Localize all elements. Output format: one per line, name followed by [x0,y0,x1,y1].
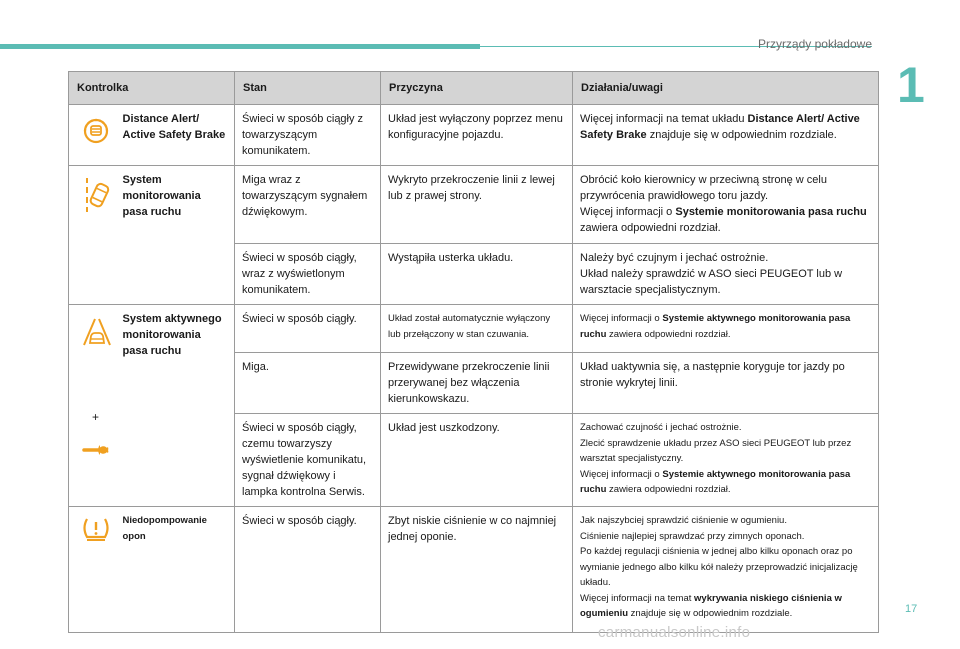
column-header: Kontrolka [69,72,235,105]
przyczyna-cell: Wystąpiła usterka układu. [381,244,573,305]
text: Jak najszybciej sprawdzić ciśnienie w ogumieniu. [580,515,787,526]
text: Zlecić sprawdzenie układu przez ASO sieci PEUGEOT lub przez warsztat specjalistyczny. [580,437,852,464]
text: znajduje się w odpowiednim rozdziale. [628,608,793,619]
table-row [69,166,879,244]
stan-cell: Świeci w sposób ciągły z towarzyszącym komunikatem. [235,105,381,166]
header-accent-bar [0,44,480,49]
warning-light-name: System aktywnego monitorowania pasa ruchu [123,305,235,507]
icon-cell [69,166,123,305]
icon-cell [69,305,123,507]
table-row [69,507,879,633]
bold-text: Distance Alert/ Active Safety Brake [580,113,860,141]
dzialania-cell [573,105,879,166]
dzialania-cell [573,244,879,305]
text: Układ należy sprawdzić w ASO sieci PEUGEOT lub w warsztacie specjalistycznym. [580,268,843,296]
column-header: Stan [235,72,381,105]
text: Więcej informacji o [580,206,676,218]
przyczyna-cell: Układ jest uszkodzony. [381,414,573,507]
text: Należy być czujnym i jechać ostrożnie. [580,252,769,264]
przyczyna-cell: Zbyt niskie ciśnienie w co najmniej jednej oponie. [381,507,573,633]
text: Więcej informacji na temat układu [580,113,748,125]
table-row [69,105,879,166]
lane-departure-icon [84,176,110,214]
stan-cell: Świeci w sposób ciągły, czemu towarzyszy wyświetlenie komunikatu, sygnał dźwiękowy i lampka kontrolna Serwis. [235,414,381,507]
dzialania-cell [573,414,879,507]
lane-keeping-icon [81,317,113,347]
icon-cell [69,507,123,633]
text: Po każdej regulacji ciśnienia w jednej albo kilku oponach oraz po wymianie jednego albo kilku kół należy przeprowadzić inicjalizację układu. [580,546,858,588]
przyczyna-cell: Przewidywane przekroczenie linii przerywanej bez włączenia kierunkowskazu. [381,353,573,414]
distance-alert-icon [82,117,110,145]
stan-cell: Świeci w sposób ciągły. [235,305,381,353]
przyczyna-cell: Układ został automatycznie wyłączony lub przełączony w stan czuwania. [381,305,573,353]
przyczyna-cell: Układ jest wyłączony poprzez menu konfiguracyjne pojazdu. [381,105,573,166]
column-header: Działania/uwagi [573,72,879,105]
table-row [69,305,879,353]
stan-cell: Miga. [235,353,381,414]
text: Więcej informacji o [580,468,663,480]
dzialania-cell [573,507,879,633]
dzialania-cell [573,305,879,353]
bold-text: Systemie aktywnego monitorowania pasa ruchu [580,313,851,340]
table-header-row [69,72,879,105]
chapter-number: 1 [897,57,925,113]
stan-cell: Miga wraz z towarzyszącym sygnałem dźwiękowym. [235,166,381,244]
text: Więcej informacji na temat [580,592,695,604]
text: zawiera odpowiedni rozdział. [580,222,721,234]
bold-text: Systemie aktywnego monitorowania pasa ruchu [580,468,851,495]
warning-light-name: Distance Alert/ Active Safety Brake [123,105,235,166]
tyre-pressure-icon [81,516,111,542]
przyczyna-cell: Wykryto przekroczenie linii z lewej lub z prawej strony. [381,166,573,244]
text: zawiera odpowiedni rozdział. [606,484,731,495]
text: Obrócić koło kierownicy w przeciwną stronę w celu przywrócenia prawidłowego toru jazdy. [580,174,827,202]
stan-cell: Świeci w sposób ciągły, wraz z wyświetlonym komunikatem. [235,244,381,305]
text: Zachować czujność i jechać ostrożnie. [580,422,742,433]
warning-light-name: System monitorowania pasa ruchu [123,166,235,305]
bold-text: wykrywania niskiego ciśnienia w ogumieniu [580,592,842,619]
wrench-icon [82,443,110,457]
text: zawiera odpowiedni rozdział. [606,328,731,340]
dzialania-cell: Układ uaktywnia się, a następnie koryguje tor jazdy po stronie wykrytej linii. [573,353,879,414]
chapter-title: Przyrządy pokładowe [757,37,872,51]
plus-sign: + [92,410,100,424]
bold-text: Systemie monitorowania pasa ruchu [675,206,867,218]
icon-cell [69,105,123,166]
stan-cell: Świeci w sposób ciągły. [235,507,381,633]
text: znajduje się w odpowiednim rozdziale. [646,129,837,141]
text: Ciśnienie najlepiej sprawdzać przy zimnych oponach. [580,530,805,542]
page-number: 17 [905,603,918,615]
warning-light-name: Niedopompowanie opon [123,507,235,633]
text: Więcej informacji o [580,313,663,324]
warning-lights-table [68,71,879,633]
dzialania-cell [573,166,879,244]
column-header: Przyczyna [381,72,573,105]
watermark: carmanualsonline.info [598,624,751,641]
